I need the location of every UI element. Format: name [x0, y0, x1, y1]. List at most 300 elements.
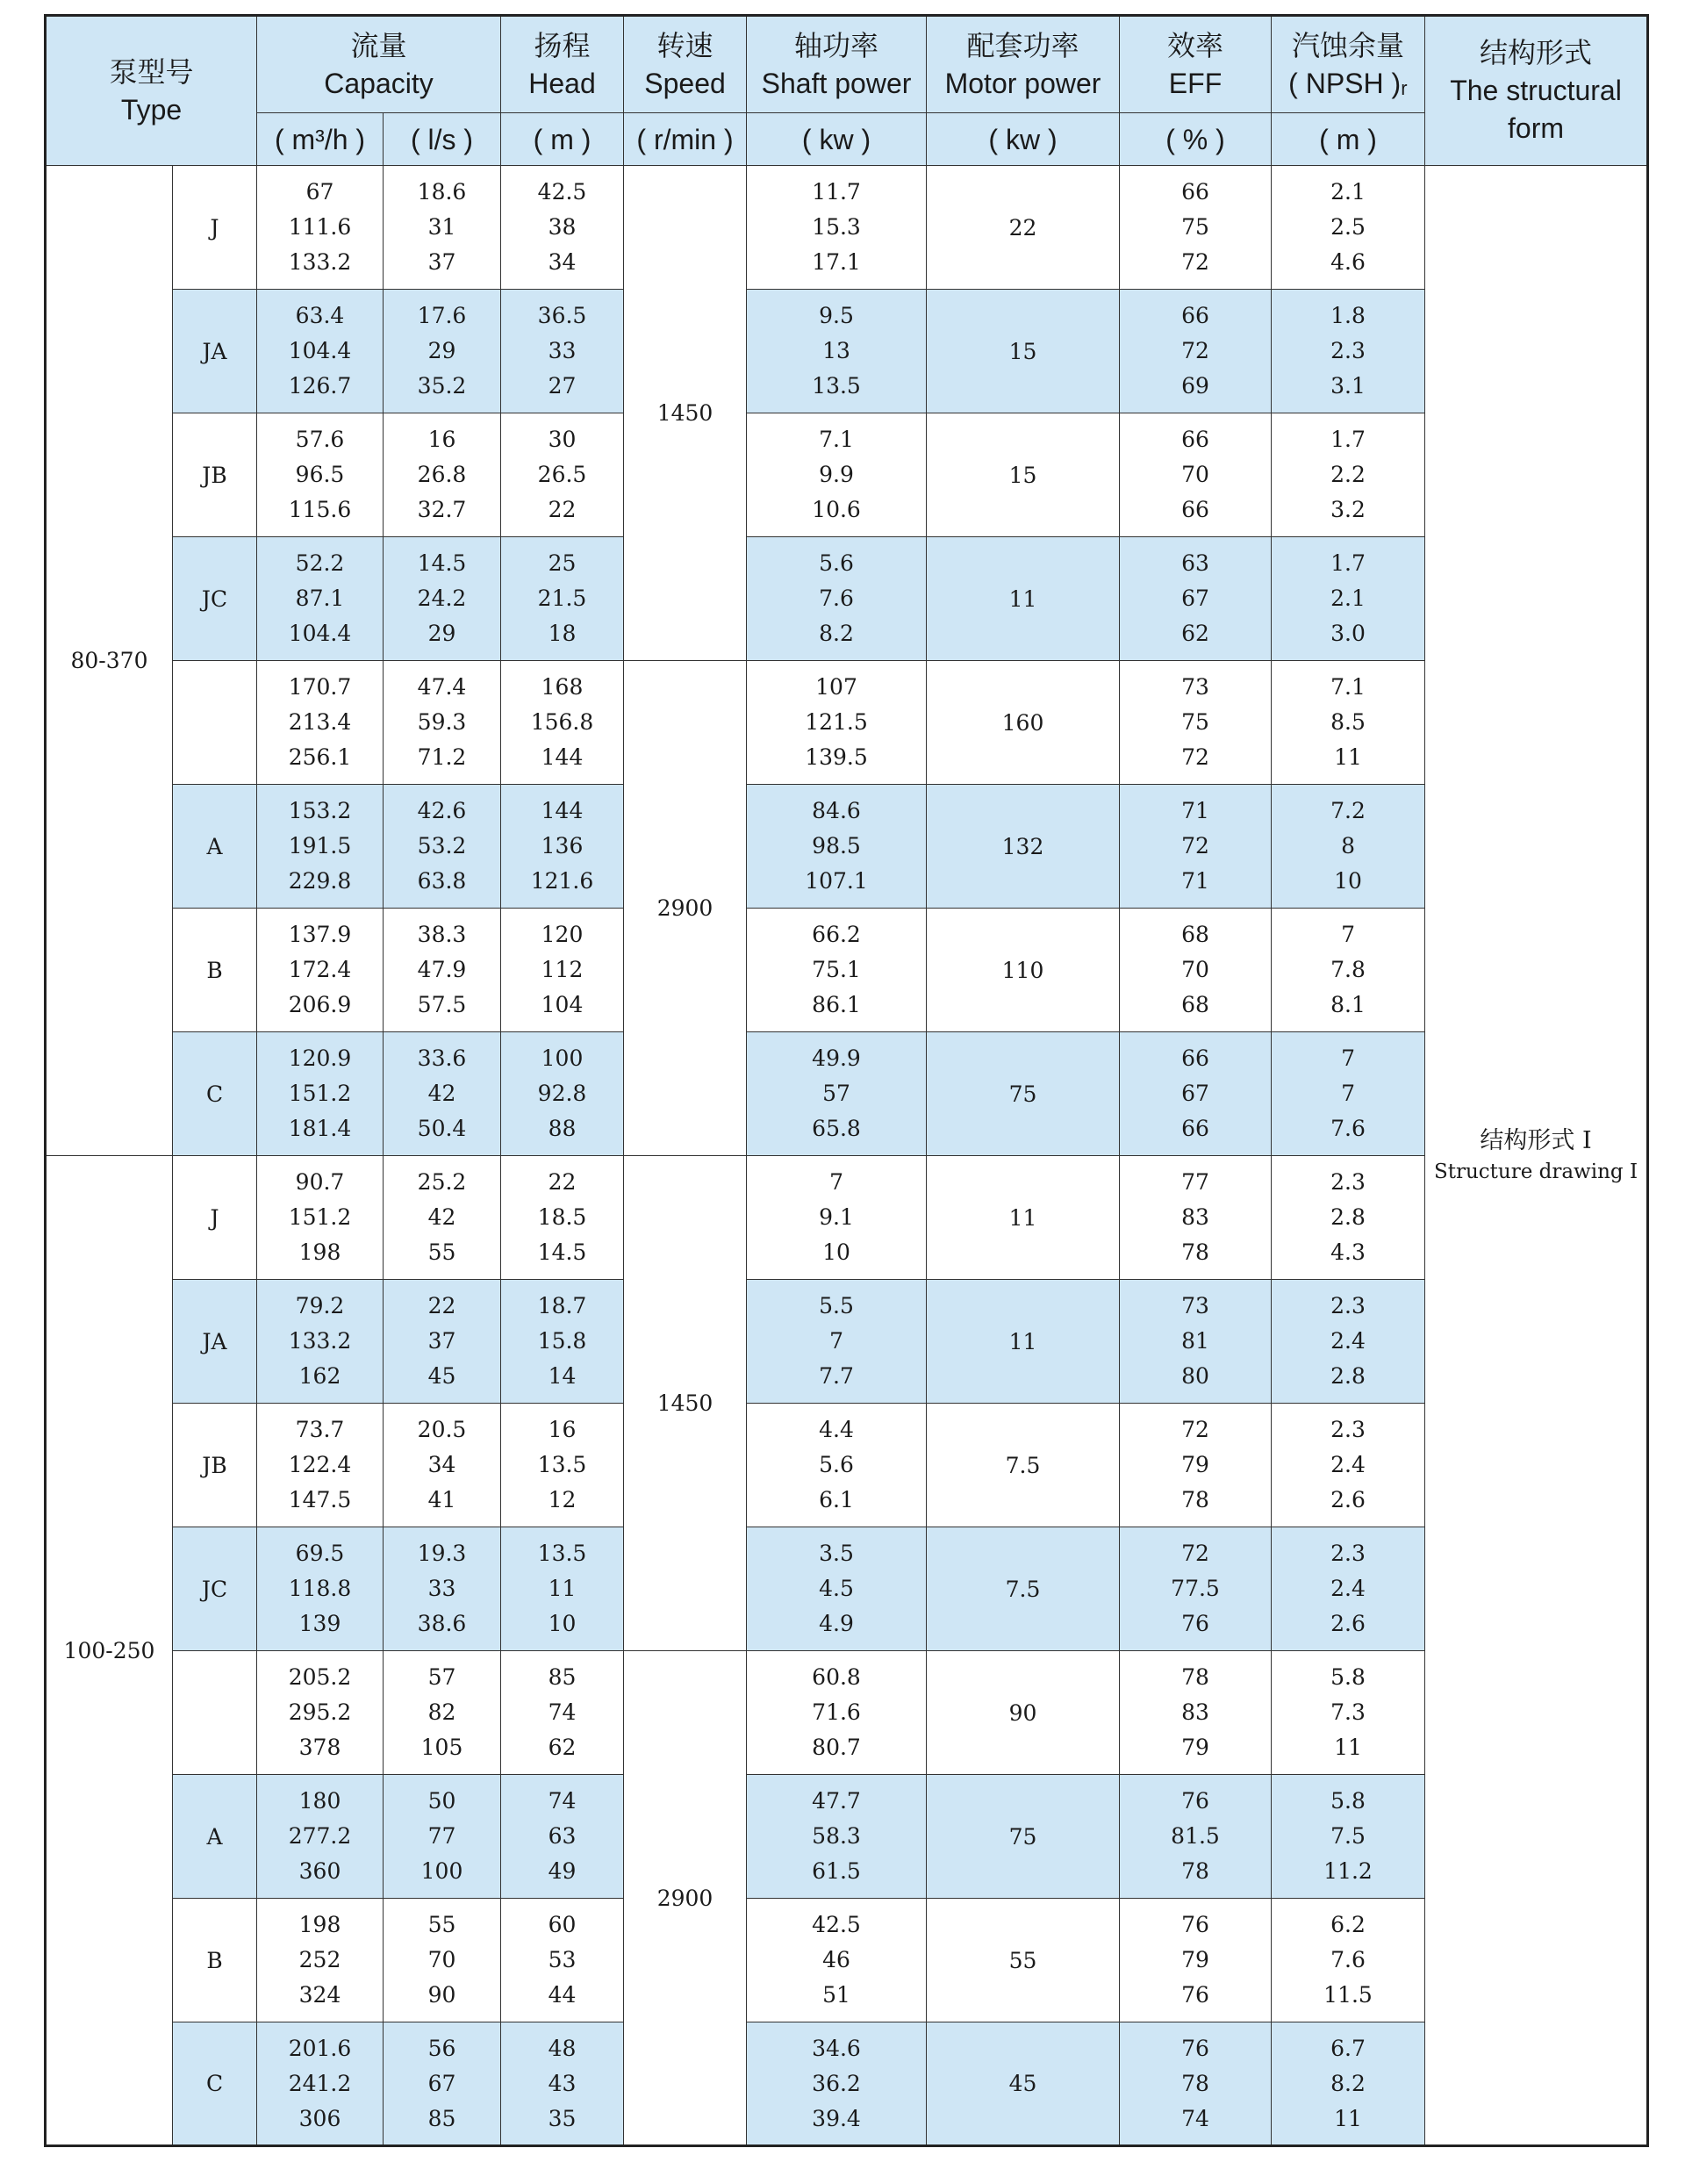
- shaft-power: [747, 1404, 927, 1527]
- capacity-m3h-value: 181.4: [288, 1116, 352, 1141]
- capacity-ls: [384, 537, 501, 661]
- head-value: 36.5: [537, 303, 587, 328]
- head-value: 88: [548, 1116, 577, 1141]
- efficiency: [1120, 1527, 1272, 1651]
- structure-label-cn: 结构形式 I: [1480, 1127, 1592, 1154]
- efficiency-value: 70: [1181, 957, 1209, 982]
- capacity-ls-value: 71.2: [417, 744, 467, 770]
- capacity-ls-value: 25.2: [417, 1169, 467, 1195]
- variant: A: [173, 1775, 257, 1899]
- efficiency-value: 75: [1181, 214, 1209, 240]
- head-value: 104: [541, 992, 584, 1017]
- table-row: [46, 290, 1648, 413]
- efficiency-value: 72: [1181, 1541, 1209, 1566]
- shaft-power: [747, 1280, 927, 1404]
- capacity-ls-value: 33: [427, 1576, 456, 1601]
- capacity-ls-value: 42: [427, 1081, 456, 1106]
- efficiency: [1120, 290, 1272, 413]
- motor-power: 132: [927, 785, 1120, 909]
- npsh-value: 2.1: [1330, 586, 1366, 611]
- shaft-power-value: 4.5: [819, 1576, 854, 1601]
- capacity-m3h: [257, 1280, 384, 1404]
- shaft-power-value: 98.5: [812, 833, 861, 859]
- capacity-m3h-value: 73.7: [295, 1417, 345, 1442]
- model-name: 80-370: [46, 166, 173, 1156]
- head-value: 11: [548, 1576, 577, 1601]
- capacity-m3h-value: 213.4: [288, 709, 352, 735]
- npsh-value: 2.3: [1330, 338, 1366, 363]
- capacity-m3h-value: 63.4: [295, 303, 345, 328]
- capacity-m3h-value: 206.9: [288, 992, 352, 1017]
- efficiency-value: 80: [1181, 1363, 1209, 1389]
- head: [501, 1899, 624, 2022]
- efficiency-value: 66: [1181, 179, 1209, 205]
- shaft-power-value: 17.1: [812, 249, 861, 275]
- head-value: 144: [541, 744, 584, 770]
- unit-shaft-power: ( kw ): [747, 113, 927, 166]
- capacity-ls: [384, 290, 501, 413]
- capacity-m3h-value: 306: [298, 2105, 341, 2131]
- motor-power: 11: [927, 537, 1120, 661]
- capacity-m3h-value: 172.4: [288, 957, 352, 982]
- capacity-m3h-value: 139: [298, 1611, 341, 1636]
- efficiency-value: 83: [1181, 1204, 1209, 1230]
- shaft-power-value: 71.6: [812, 1699, 861, 1725]
- variant: JA: [173, 290, 257, 413]
- shaft-power-value: 51: [822, 1982, 850, 2008]
- npsh-value: 2.1: [1330, 179, 1366, 205]
- head-value: 53: [548, 1947, 577, 1972]
- npsh-value: 4.3: [1330, 1239, 1366, 1265]
- npsh-value: 7.1: [1330, 674, 1366, 700]
- table-row: [46, 1651, 1648, 1775]
- shaft-power-value: 66.2: [812, 922, 861, 947]
- variant: [173, 661, 257, 785]
- head: [501, 166, 624, 290]
- npsh-value: 2.3: [1330, 1293, 1366, 1318]
- head-value: 63: [548, 1823, 577, 1849]
- efficiency-value: 62: [1181, 621, 1209, 646]
- unit-head: ( m ): [501, 113, 624, 166]
- capacity-m3h: [257, 166, 384, 290]
- motor-power: 45: [927, 2022, 1120, 2146]
- npsh-value: 1.7: [1330, 427, 1366, 452]
- efficiency: [1120, 1156, 1272, 1280]
- capacity-m3h-value: 137.9: [288, 922, 352, 947]
- shaft-power-value: 5.5: [819, 1293, 854, 1318]
- efficiency: [1120, 1775, 1272, 1899]
- efficiency-value: 75: [1181, 709, 1209, 735]
- capacity-m3h-value: 126.7: [288, 373, 352, 399]
- header-capacity: 流量 Capacity: [257, 16, 501, 113]
- capacity-ls-value: 45: [427, 1363, 456, 1389]
- efficiency-value: 79: [1181, 1735, 1209, 1760]
- npsh-value: 3.1: [1330, 373, 1366, 399]
- header-structure: 结构形式 The structural form: [1425, 16, 1648, 166]
- shaft-power: [747, 537, 927, 661]
- head-value: 62: [548, 1735, 577, 1760]
- efficiency-value: 76: [1181, 1982, 1209, 2008]
- unit-efficiency: ( % ): [1120, 113, 1272, 166]
- efficiency-value: 67: [1181, 1081, 1209, 1106]
- efficiency: [1120, 785, 1272, 909]
- efficiency-value: 73: [1181, 1293, 1209, 1318]
- structure-drawing: [1425, 166, 1648, 2146]
- table-row: [46, 1899, 1648, 2022]
- capacity-m3h: [257, 1032, 384, 1156]
- npsh: [1272, 1280, 1425, 1404]
- capacity-m3h-value: 115.6: [288, 497, 352, 522]
- shaft-power-value: 3.5: [819, 1541, 854, 1566]
- model-name: 100-250: [46, 1156, 173, 2146]
- motor-power: 90: [927, 1651, 1120, 1775]
- header-shaft-power: 轴功率 Shaft power: [747, 16, 927, 113]
- efficiency-value: 76: [1181, 2035, 1209, 2061]
- head-value: 92.8: [537, 1081, 587, 1106]
- capacity-m3h-value: 229.8: [288, 868, 352, 894]
- capacity-m3h-value: 111.6: [288, 214, 352, 240]
- table-row: [46, 1527, 1648, 1651]
- capacity-ls-value: 16: [427, 427, 456, 452]
- capacity-ls-value: 57: [427, 1664, 456, 1690]
- head-value: 120: [541, 922, 584, 947]
- npsh: [1272, 1404, 1425, 1527]
- capacity-m3h-value: 191.5: [288, 833, 352, 859]
- capacity-ls-value: 38.6: [417, 1611, 467, 1636]
- npsh: [1272, 1775, 1425, 1899]
- efficiency-value: 77: [1181, 1169, 1209, 1195]
- variant: [173, 1651, 257, 1775]
- capacity-m3h: [257, 1651, 384, 1775]
- npsh-value: 5.8: [1330, 1788, 1366, 1814]
- npsh: [1272, 785, 1425, 909]
- capacity-ls-value: 20.5: [417, 1417, 467, 1442]
- npsh-value: 2.4: [1330, 1576, 1366, 1601]
- shaft-power-value: 39.4: [812, 2105, 861, 2131]
- npsh: [1272, 909, 1425, 1032]
- head-value: 27: [548, 373, 577, 399]
- efficiency-value: 76: [1181, 1611, 1209, 1636]
- table-row: [46, 537, 1648, 661]
- capacity-m3h-value: 180: [298, 1788, 341, 1814]
- capacity-ls-value: 42: [427, 1204, 456, 1230]
- capacity-m3h-value: 151.2: [288, 1081, 352, 1106]
- head: [501, 909, 624, 1032]
- npsh: [1272, 1527, 1425, 1651]
- npsh-value: 2.4: [1330, 1452, 1366, 1477]
- structure-label-en: Structure drawing I: [1433, 1160, 1638, 1183]
- npsh-value: 2.6: [1330, 1487, 1366, 1512]
- capacity-ls-value: 37: [427, 249, 456, 275]
- efficiency: [1120, 909, 1272, 1032]
- npsh-value: 1.8: [1330, 303, 1366, 328]
- shaft-power: [747, 785, 927, 909]
- efficiency-value: 73: [1181, 674, 1209, 700]
- efficiency-value: 68: [1181, 922, 1209, 947]
- variant: C: [173, 2022, 257, 2146]
- table-row: [46, 1404, 1648, 1527]
- capacity-m3h-value: 170.7: [288, 674, 352, 700]
- capacity-ls-value: 77: [427, 1823, 456, 1849]
- capacity-m3h-value: 133.2: [288, 249, 352, 275]
- shaft-power-value: 4.9: [819, 1611, 854, 1636]
- capacity-m3h: [257, 2022, 384, 2146]
- table-row: [46, 166, 1648, 290]
- capacity-ls-value: 19.3: [417, 1541, 467, 1566]
- shaft-power-value: 57: [822, 1081, 850, 1106]
- shaft-power-value: 7.6: [819, 586, 854, 611]
- capacity-m3h-value: 378: [298, 1735, 341, 1760]
- head: [501, 290, 624, 413]
- head: [501, 785, 624, 909]
- capacity-ls-value: 29: [427, 621, 456, 646]
- npsh: [1272, 661, 1425, 785]
- npsh-value: 6.2: [1330, 1912, 1366, 1937]
- header-type: 泵型号 Type: [46, 16, 257, 166]
- capacity-ls: [384, 1527, 501, 1651]
- shaft-power-value: 13: [822, 338, 850, 363]
- variant: JB: [173, 413, 257, 537]
- efficiency: [1120, 661, 1272, 785]
- speed: 1450: [624, 1156, 747, 1651]
- capacity-ls-value: 26.8: [417, 462, 467, 487]
- capacity-ls-value: 18.6: [417, 179, 467, 205]
- capacity-m3h: [257, 1775, 384, 1899]
- shaft-power-value: 8.2: [819, 621, 854, 646]
- variant: J: [173, 166, 257, 290]
- capacity-ls: [384, 166, 501, 290]
- efficiency-value: 67: [1181, 586, 1209, 611]
- shaft-power-value: 80.7: [812, 1735, 861, 1760]
- head: [501, 1527, 624, 1651]
- capacity-ls: [384, 1032, 501, 1156]
- head-value: 25: [548, 550, 577, 576]
- shaft-power-value: 9.1: [819, 1204, 854, 1230]
- capacity-m3h-value: 147.5: [288, 1487, 352, 1512]
- variant: B: [173, 909, 257, 1032]
- shaft-power-value: 10: [822, 1239, 850, 1265]
- capacity-ls-value: 47.9: [417, 957, 467, 982]
- efficiency-value: 66: [1181, 427, 1209, 452]
- capacity-ls: [384, 1775, 501, 1899]
- efficiency: [1120, 1280, 1272, 1404]
- shaft-power: [747, 413, 927, 537]
- capacity-m3h-value: 198: [298, 1912, 341, 1937]
- npsh: [1272, 1156, 1425, 1280]
- shaft-power: [747, 2022, 927, 2146]
- capacity-ls-value: 90: [427, 1982, 456, 2008]
- motor-power: 11: [927, 1280, 1120, 1404]
- variant: JB: [173, 1404, 257, 1527]
- shaft-power-value: 47.7: [812, 1788, 861, 1814]
- capacity-m3h: [257, 785, 384, 909]
- unit-motor-power: ( kw ): [927, 113, 1120, 166]
- shaft-power-value: 9.9: [819, 462, 854, 487]
- capacity-ls-value: 53.2: [417, 833, 467, 859]
- capacity-m3h-value: 201.6: [288, 2035, 352, 2061]
- capacity-ls: [384, 1651, 501, 1775]
- capacity-m3h: [257, 537, 384, 661]
- head: [501, 2022, 624, 2146]
- capacity-m3h: [257, 1404, 384, 1527]
- npsh-value: 11: [1334, 1735, 1362, 1760]
- head: [501, 1032, 624, 1156]
- capacity-m3h-value: 52.2: [295, 550, 345, 576]
- head-value: 42.5: [537, 179, 587, 205]
- capacity-ls-value: 100: [420, 1858, 463, 1884]
- capacity-ls-value: 67: [427, 2070, 456, 2096]
- unit-npsh: ( m ): [1272, 113, 1425, 166]
- efficiency-value: 78: [1181, 1239, 1209, 1265]
- capacity-ls-value: 17.6: [417, 303, 467, 328]
- npsh-value: 7: [1341, 1045, 1355, 1071]
- capacity-ls-value: 32.7: [417, 497, 467, 522]
- efficiency-value: 72: [1181, 338, 1209, 363]
- head-value: 26.5: [537, 462, 587, 487]
- efficiency-value: 66: [1181, 497, 1209, 522]
- capacity-ls-value: 41: [427, 1487, 456, 1512]
- capacity-m3h-value: 153.2: [288, 798, 352, 823]
- capacity-m3h: [257, 1527, 384, 1651]
- shaft-power-value: 75.1: [812, 957, 861, 982]
- table-row: [46, 909, 1648, 1032]
- variant: J: [173, 1156, 257, 1280]
- npsh-value: 2.4: [1330, 1328, 1366, 1354]
- capacity-ls-value: 22: [427, 1293, 456, 1318]
- efficiency: [1120, 413, 1272, 537]
- shaft-power: [747, 166, 927, 290]
- npsh-value: 7.6: [1330, 1116, 1366, 1141]
- capacity-ls-value: 24.2: [417, 586, 467, 611]
- efficiency-value: 78: [1181, 1664, 1209, 1690]
- shaft-power-value: 86.1: [812, 992, 861, 1017]
- npsh: [1272, 1032, 1425, 1156]
- capacity-ls-value: 70: [427, 1947, 456, 1972]
- efficiency: [1120, 1899, 1272, 2022]
- head-value: 18: [548, 621, 577, 646]
- npsh-value: 2.8: [1330, 1363, 1366, 1389]
- efficiency: [1120, 537, 1272, 661]
- npsh-value: 2.3: [1330, 1541, 1366, 1566]
- motor-power: 55: [927, 1899, 1120, 2022]
- head: [501, 1404, 624, 1527]
- efficiency-value: 72: [1181, 249, 1209, 275]
- head: [501, 413, 624, 537]
- efficiency: [1120, 166, 1272, 290]
- npsh-value: 7.3: [1330, 1699, 1366, 1725]
- npsh-value: 7: [1341, 922, 1355, 947]
- npsh-value: 11.2: [1323, 1858, 1373, 1884]
- efficiency-value: 72: [1181, 833, 1209, 859]
- capacity-ls-value: 82: [427, 1699, 456, 1725]
- unit-capacity-ls: ( l/s ): [384, 113, 501, 166]
- efficiency-value: 74: [1181, 2105, 1209, 2131]
- head-value: 34: [548, 249, 577, 275]
- npsh-value: 7.5: [1330, 1823, 1366, 1849]
- capacity-m3h: [257, 290, 384, 413]
- head-value: 144: [541, 798, 584, 823]
- head-value: 168: [541, 674, 584, 700]
- capacity-ls-value: 50.4: [417, 1116, 467, 1141]
- shaft-power-value: 36.2: [812, 2070, 861, 2096]
- capacity-m3h-value: 256.1: [288, 744, 352, 770]
- npsh-value: 2.6: [1330, 1611, 1366, 1636]
- motor-power: 11: [927, 1156, 1120, 1280]
- head-value: 35: [548, 2105, 577, 2131]
- shaft-power-value: 11.7: [812, 179, 861, 205]
- table-row: [46, 1775, 1648, 1899]
- shaft-power-value: 15.3: [812, 214, 861, 240]
- npsh-value: 8.1: [1330, 992, 1366, 1017]
- motor-power: 15: [927, 290, 1120, 413]
- capacity-ls-value: 31: [427, 214, 456, 240]
- head-value: 22: [548, 1169, 577, 1195]
- head-value: 136: [541, 833, 584, 859]
- shaft-power-value: 5.6: [819, 1452, 854, 1477]
- capacity-ls-value: 33.6: [417, 1045, 467, 1071]
- npsh-value: 8: [1341, 833, 1355, 859]
- capacity-ls-value: 34: [427, 1452, 456, 1477]
- npsh-value: 8.2: [1330, 2070, 1366, 2096]
- capacity-ls-value: 35.2: [417, 373, 467, 399]
- capacity-m3h: [257, 413, 384, 537]
- npsh: [1272, 2022, 1425, 2146]
- capacity-m3h-value: 96.5: [295, 462, 345, 487]
- capacity-m3h: [257, 661, 384, 785]
- shaft-power-value: 46: [822, 1947, 850, 1972]
- npsh-value: 11.5: [1323, 1982, 1373, 2008]
- capacity-ls-value: 14.5: [417, 550, 467, 576]
- capacity-m3h-value: 277.2: [288, 1823, 352, 1849]
- efficiency-value: 78: [1181, 1487, 1209, 1512]
- capacity-ls: [384, 909, 501, 1032]
- table-body: [46, 166, 1648, 2146]
- head: [501, 1651, 624, 1775]
- npsh-value: 11: [1334, 2105, 1362, 2131]
- capacity-m3h-value: 104.4: [288, 621, 352, 646]
- efficiency-value: 68: [1181, 992, 1209, 1017]
- head-value: 15.8: [537, 1328, 587, 1354]
- npsh-value: 2.3: [1330, 1417, 1366, 1442]
- npsh: [1272, 413, 1425, 537]
- efficiency-value: 72: [1181, 744, 1209, 770]
- npsh-value: 2.8: [1330, 1204, 1366, 1230]
- head-value: 16: [548, 1417, 577, 1442]
- shaft-power: [747, 1156, 927, 1280]
- capacity-m3h-value: 151.2: [288, 1204, 352, 1230]
- capacity-ls-value: 59.3: [417, 709, 467, 735]
- npsh-value: 7.6: [1330, 1947, 1366, 1972]
- table-row: [46, 1280, 1648, 1404]
- efficiency-value: 66: [1181, 1116, 1209, 1141]
- capacity-m3h-value: 252: [298, 1947, 341, 1972]
- head-value: 121.6: [530, 868, 594, 894]
- head-value: 14: [548, 1363, 577, 1389]
- table-row: [46, 785, 1648, 909]
- capacity-m3h-value: 122.4: [288, 1452, 352, 1477]
- motor-power: 15: [927, 413, 1120, 537]
- head-value: 43: [548, 2070, 577, 2096]
- capacity-ls-value: 37: [427, 1328, 456, 1354]
- shaft-power-value: 84.6: [812, 798, 861, 823]
- speed: 2900: [624, 661, 747, 1156]
- motor-power: 160: [927, 661, 1120, 785]
- head-value: 14.5: [537, 1239, 587, 1265]
- head-value: 112: [541, 957, 584, 982]
- npsh-value: 6.7: [1330, 2035, 1366, 2061]
- head: [501, 1775, 624, 1899]
- variant: A: [173, 785, 257, 909]
